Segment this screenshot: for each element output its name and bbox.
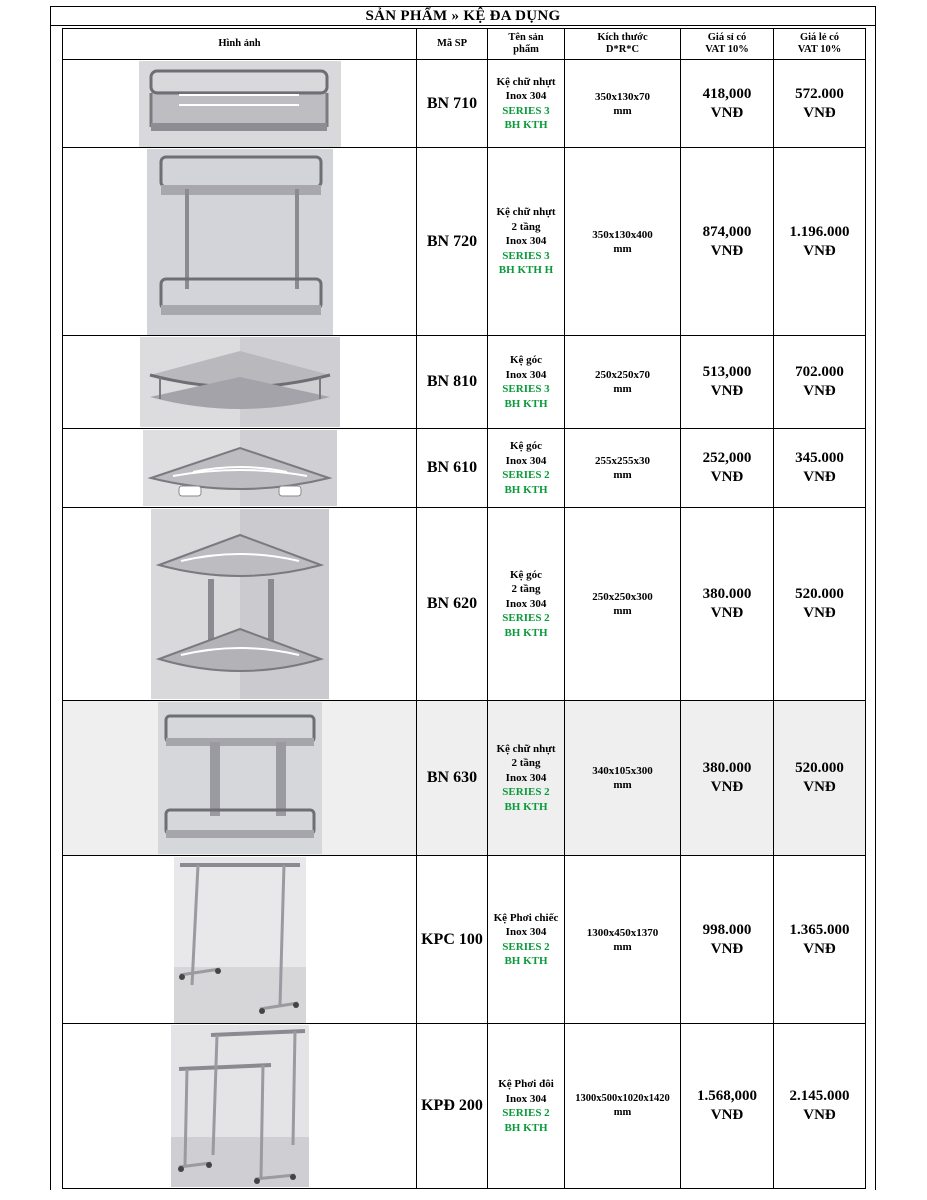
product-name: Kệ chữ nhựt Inox 304 SERIES 3 BH KTH	[488, 60, 565, 148]
product-code: BN 720	[417, 148, 488, 336]
table-header-row	[63, 29, 866, 60]
table-row	[63, 148, 866, 336]
product-name: Kệ Phơi đôi Inox 304 SERIES 2 BH KTH	[488, 1024, 565, 1189]
product-code: BN 630	[417, 701, 488, 856]
header-name: Tên sản phẩm	[488, 29, 565, 60]
product-name: Kệ góc Inox 304 SERIES 2 BH KTH	[488, 429, 565, 508]
page-title: SẢN PHẨM » KỆ ĐA DỤNG	[50, 6, 876, 26]
product-size: 255x255x30 mm	[565, 429, 681, 508]
shelf-wall-two-tier-photo	[158, 702, 322, 854]
retail-price: 345.000 VNĐ	[774, 429, 866, 508]
retail-price: 520.000 VNĐ	[774, 701, 866, 856]
product-size: 350x130x400 mm	[565, 148, 681, 336]
retail-price: 1.365.000 VNĐ	[774, 856, 866, 1024]
retail-price: 1.196.000 VNĐ	[774, 148, 866, 336]
product-code: KPĐ 200	[417, 1024, 488, 1189]
wholesale-price: 252,000 VNĐ	[681, 429, 774, 508]
shelf-two-tier-photo	[147, 149, 333, 335]
product-table	[62, 28, 866, 1189]
header-code: Mã SP	[417, 29, 488, 60]
table-row	[63, 429, 866, 508]
header-image: Hình ảnh	[63, 29, 417, 60]
product-code: BN 620	[417, 508, 488, 701]
wholesale-price: 513,000 VNĐ	[681, 336, 774, 429]
product-code: BN 610	[417, 429, 488, 508]
corner-two-tier-photo	[151, 509, 329, 699]
product-image-cell	[63, 148, 417, 336]
table-row	[63, 508, 866, 701]
product-image-cell	[63, 1024, 417, 1189]
wholesale-price: 380.000 VNĐ	[681, 701, 774, 856]
table-row	[63, 856, 866, 1024]
product-image-cell	[63, 856, 417, 1024]
clothes-rack-double-photo	[171, 1025, 309, 1187]
product-image-cell	[63, 701, 417, 856]
product-code: KPC 100	[417, 856, 488, 1024]
corner-basket-photo	[143, 430, 337, 506]
wholesale-price: 418,000 VNĐ	[681, 60, 774, 148]
retail-price: 702.000 VNĐ	[774, 336, 866, 429]
product-image-cell	[63, 60, 417, 148]
table-row	[63, 1024, 866, 1189]
product-image-cell	[63, 429, 417, 508]
wholesale-price: 874,000 VNĐ	[681, 148, 774, 336]
retail-price: 572.000 VNĐ	[774, 60, 866, 148]
product-name: Kệ góc Inox 304 SERIES 3 BH KTH	[488, 336, 565, 429]
shelf-rect-photo	[139, 61, 341, 147]
table-row	[63, 701, 866, 856]
product-size: 1300x450x1370 mm	[565, 856, 681, 1024]
product-name: Kệ Phơi chiếc Inox 304 SERIES 2 BH KTH	[488, 856, 565, 1024]
product-name: Kệ chữ nhựt 2 tầng Inox 304 SERIES 2 BH KTH	[488, 701, 565, 856]
product-name: Kệ chữ nhựt 2 tầng Inox 304 SERIES 3 BH KTH H	[488, 148, 565, 336]
clothes-rack-single-photo	[174, 857, 306, 1023]
wholesale-price: 1.568,000 VNĐ	[681, 1024, 774, 1189]
wholesale-price: 380.000 VNĐ	[681, 508, 774, 701]
product-image-cell	[63, 508, 417, 701]
table-row	[63, 60, 866, 148]
header-size: Kích thước D*R*C	[565, 29, 681, 60]
table-row	[63, 336, 866, 429]
header-retail: Giá lẻ có VAT 10%	[774, 29, 866, 60]
header-wholesale: Giá sỉ có VAT 10%	[681, 29, 774, 60]
product-size: 350x130x70 mm	[565, 60, 681, 148]
product-size: 340x105x300 mm	[565, 701, 681, 856]
product-size: 1300x500x1020x1420 mm	[565, 1024, 681, 1189]
frame-right-border	[875, 26, 876, 1190]
product-image-cell	[63, 336, 417, 429]
product-code: BN 710	[417, 60, 488, 148]
product-size: 250x250x300 mm	[565, 508, 681, 701]
product-name: Kệ góc 2 tầng Inox 304 SERIES 2 BH KTH	[488, 508, 565, 701]
retail-price: 2.145.000 VNĐ	[774, 1024, 866, 1189]
retail-price: 520.000 VNĐ	[774, 508, 866, 701]
wholesale-price: 998.000 VNĐ	[681, 856, 774, 1024]
product-code: BN 810	[417, 336, 488, 429]
frame-left-border	[50, 26, 51, 1190]
corner-shelf-photo	[140, 337, 340, 427]
product-size: 250x250x70 mm	[565, 336, 681, 429]
